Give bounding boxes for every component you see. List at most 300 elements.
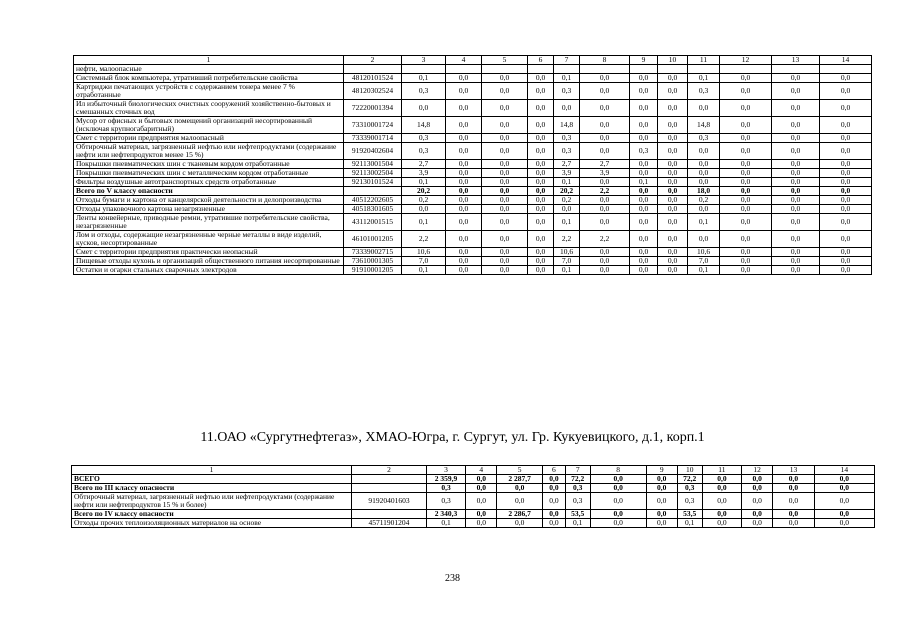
value-cell: 0,0 [658, 231, 688, 248]
value-cell: 0,0 [528, 231, 554, 248]
waste-name-cell: Покрышки пневматических шин с тканевым кордом отработанные [74, 160, 344, 169]
value-cell: 0,0 [630, 257, 658, 266]
table-row [74, 117, 872, 134]
fkko-code-cell: 48120302524 [344, 83, 402, 100]
waste-name-cell: Фильтры воздушные автотранспортных средств отработанные [74, 178, 344, 187]
value-cell: 0,0 [580, 205, 630, 214]
value-cell: 10,6 [554, 248, 580, 257]
column-header: 2 [352, 466, 427, 475]
value-cell: 0,0 [528, 248, 554, 257]
fkko-code-cell [344, 65, 402, 74]
value-cell: 0,0 [497, 484, 543, 493]
value-cell: 0,0 [720, 187, 772, 196]
value-cell: 0,0 [772, 178, 820, 187]
value-cell: 0,0 [446, 214, 482, 231]
column-header: 8 [590, 466, 646, 475]
value-cell: 0,0 [658, 248, 688, 257]
value-cell: 0,0 [580, 83, 630, 100]
value-cell: 0,0 [528, 100, 554, 117]
value-cell: 0,0 [772, 134, 820, 143]
value-cell: 0,0 [742, 510, 773, 519]
table-total-row [72, 510, 875, 519]
value-cell: 0,0 [772, 74, 820, 83]
value-cell: 0,0 [720, 143, 772, 160]
value-cell: 0,0 [580, 214, 630, 231]
value-cell: 0,0 [814, 493, 874, 510]
value-cell: 0,0 [820, 160, 872, 169]
value-cell: 0,0 [688, 178, 720, 187]
value-cell: 0,0 [528, 205, 554, 214]
value-cell: 0,0 [742, 484, 773, 493]
value-cell: 0,0 [528, 160, 554, 169]
value-cell: 0,0 [772, 231, 820, 248]
value-cell: 0,0 [542, 484, 565, 493]
table-total-row [72, 484, 875, 493]
value-cell: 0,1 [554, 214, 580, 231]
value-cell: 0,0 [772, 169, 820, 178]
value-cell: 0,0 [646, 484, 677, 493]
value-cell: 0,0 [528, 266, 554, 275]
value-cell: 0,0 [630, 196, 658, 205]
waste-name-cell: Ленты конвейерные, приводные ремни, утратившие потребительские свойства, незагрязненные [74, 214, 344, 231]
value-cell: 0,0 [528, 134, 554, 143]
table-header-row [74, 56, 872, 65]
fkko-code-cell: 73310001724 [344, 117, 402, 134]
value-cell: 0,0 [580, 143, 630, 160]
value-cell: 0,0 [814, 484, 874, 493]
value-cell: 20,2 [402, 187, 446, 196]
value-cell: 0,0 [814, 510, 874, 519]
value-cell: 0,0 [772, 100, 820, 117]
value-cell: 2,2 [554, 231, 580, 248]
fkko-code-cell: 48120101524 [344, 74, 402, 83]
column-header: 6 [542, 466, 565, 475]
value-cell: 0,3 [565, 484, 590, 493]
fkko-code-cell: 46101001205 [344, 231, 402, 248]
fkko-code-cell: 92113002504 [344, 169, 402, 178]
table-row [74, 100, 872, 117]
value-cell: 0,0 [702, 475, 741, 484]
value-cell: 0,3 [554, 83, 580, 100]
value-cell: 0,0 [702, 493, 741, 510]
value-cell: 0,0 [772, 205, 820, 214]
value-cell: 0,1 [565, 519, 590, 528]
value-cell: 0,0 [720, 74, 772, 83]
value-cell [580, 65, 630, 74]
waste-name-cell: Картриджи печатающих устройств с содержанием тонера менее 7 % отработанные [74, 83, 344, 100]
value-cell: 0,0 [580, 266, 630, 275]
value-cell: 0,0 [658, 83, 688, 100]
value-cell [528, 65, 554, 74]
value-cell: 0,0 [630, 117, 658, 134]
value-cell: 0,0 [590, 484, 646, 493]
waste-name-cell: Системный блок компьютера, утративший потребительские свойства [74, 74, 344, 83]
value-cell: 0,0 [720, 117, 772, 134]
fkko-code-cell [352, 510, 427, 519]
value-cell: 14,8 [688, 117, 720, 134]
value-cell: 2 340,3 [426, 510, 465, 519]
value-cell: 0,0 [820, 248, 872, 257]
waste-name-cell: Всего по III классу опасности [72, 484, 352, 493]
value-cell: 0,0 [772, 196, 820, 205]
value-cell: 0,0 [630, 160, 658, 169]
value-cell: 0,0 [658, 257, 688, 266]
value-cell: 0,3 [688, 83, 720, 100]
column-header: 1 [72, 466, 352, 475]
value-cell: 0,0 [482, 266, 528, 275]
page-number: 238 [445, 573, 460, 584]
fkko-code-cell [344, 187, 402, 196]
value-cell: 0,0 [630, 169, 658, 178]
section-title: 11.ОАО «Сургутнефтегаз», ХМАО-Югра, г. Сургут, ул. Гр. Кукуевицкого, д.1, корп.1 [200, 430, 705, 445]
value-cell: 0,0 [466, 519, 497, 528]
value-cell: 0,0 [580, 74, 630, 83]
value-cell: 0,0 [773, 475, 814, 484]
value-cell: 0,0 [630, 266, 658, 275]
table-row [74, 196, 872, 205]
value-cell: 0,0 [528, 196, 554, 205]
table-row [74, 248, 872, 257]
value-cell: 0,0 [590, 493, 646, 510]
value-cell: 0,0 [528, 74, 554, 83]
value-cell: 0,0 [658, 117, 688, 134]
table-row [74, 83, 872, 100]
value-cell: 0,1 [402, 178, 446, 187]
value-cell: 0,0 [658, 74, 688, 83]
value-cell: 0,0 [446, 205, 482, 214]
column-header: 9 [646, 466, 677, 475]
column-header: 7 [565, 466, 590, 475]
value-cell: 0,0 [497, 519, 543, 528]
value-cell: 0,0 [402, 100, 446, 117]
value-cell: 0,0 [446, 160, 482, 169]
value-cell: 0,0 [446, 248, 482, 257]
table-row [74, 74, 872, 83]
fkko-code-cell: 40512202605 [344, 196, 402, 205]
value-cell: 0,0 [482, 74, 528, 83]
value-cell [402, 65, 446, 74]
value-cell: 0,3 [688, 134, 720, 143]
value-cell: 0,0 [630, 205, 658, 214]
fkko-code-cell: 92130101524 [344, 178, 402, 187]
value-cell: 0,0 [590, 519, 646, 528]
value-cell: 0,0 [658, 143, 688, 160]
column-header: 8 [580, 56, 630, 65]
value-cell: 2,2 [402, 231, 446, 248]
value-cell: 2,7 [554, 160, 580, 169]
fkko-code-cell [352, 484, 427, 493]
value-cell: 0,0 [688, 231, 720, 248]
value-cell: 0,0 [814, 475, 874, 484]
value-cell: 0,0 [820, 196, 872, 205]
value-cell: 0,0 [446, 178, 482, 187]
value-cell: 10,6 [688, 248, 720, 257]
value-cell: 0,0 [542, 493, 565, 510]
table-row [74, 169, 872, 178]
value-cell: 0,0 [773, 484, 814, 493]
value-cell: 0,0 [630, 248, 658, 257]
value-cell: 0,0 [646, 519, 677, 528]
value-cell: 0,0 [528, 178, 554, 187]
value-cell: 0,0 [580, 257, 630, 266]
value-cell: 0,0 [773, 510, 814, 519]
value-cell: 0,0 [658, 266, 688, 275]
value-cell: 0,1 [402, 266, 446, 275]
value-cell: 0,0 [554, 205, 580, 214]
value-cell: 0,0 [772, 214, 820, 231]
value-cell [720, 65, 772, 74]
table-row [74, 205, 872, 214]
value-cell: 0,0 [482, 187, 528, 196]
table-row [74, 231, 872, 248]
value-cell: 0,0 [580, 100, 630, 117]
value-cell: 0,0 [646, 475, 677, 484]
table-row [74, 160, 872, 169]
value-cell: 0,0 [446, 187, 482, 196]
value-cell: 0,0 [482, 134, 528, 143]
value-cell: 20,2 [554, 187, 580, 196]
value-cell: 0,0 [702, 510, 741, 519]
fkko-code-cell: 72220001394 [344, 100, 402, 117]
value-cell: 0,3 [677, 484, 702, 493]
value-cell [446, 65, 482, 74]
value-cell: 0,0 [720, 169, 772, 178]
value-cell: 0,0 [702, 484, 741, 493]
value-cell: 18,0 [688, 187, 720, 196]
value-cell: 0,0 [720, 266, 772, 275]
table-row [74, 178, 872, 187]
value-cell: 0,3 [677, 493, 702, 510]
column-header: 1 [74, 56, 344, 65]
fkko-code-cell: 73339001714 [344, 134, 402, 143]
waste-name-cell: Ил избыточный биологических очистных сооружений хозяйственно-бытовых и смешанных сточных вод [74, 100, 344, 117]
waste-name-cell: Отходы бумаги и картона от канцелярской деятельности и делопроизводства [74, 196, 344, 205]
value-cell: 0,0 [446, 117, 482, 134]
value-cell: 0,0 [482, 169, 528, 178]
value-cell: 0,0 [820, 134, 872, 143]
value-cell: 0,0 [446, 169, 482, 178]
value-cell: 7,0 [402, 257, 446, 266]
value-cell: 0,0 [720, 178, 772, 187]
value-cell: 72,2 [677, 475, 702, 484]
value-cell: 0,0 [820, 83, 872, 100]
value-cell: 7,0 [554, 257, 580, 266]
value-cell: 0,0 [466, 510, 497, 519]
value-cell: 0,0 [446, 74, 482, 83]
value-cell: 0,0 [814, 519, 874, 528]
value-cell: 0,0 [542, 510, 565, 519]
value-cell: 0,0 [528, 117, 554, 134]
value-cell: 0,0 [482, 257, 528, 266]
value-cell [630, 65, 658, 74]
value-cell: 0,0 [402, 205, 446, 214]
value-cell: 0,1 [402, 214, 446, 231]
value-cell: 0,0 [820, 187, 872, 196]
value-cell: 0,0 [446, 257, 482, 266]
waste-name-cell: Мусор от офисных и бытовых помещений организаций несортированный (исключая крупногабаритный) [74, 117, 344, 134]
value-cell: 2 359,9 [426, 475, 465, 484]
waste-table-continued [73, 55, 872, 275]
table-row [74, 266, 872, 275]
fkko-code-cell: 73339002715 [344, 248, 402, 257]
value-cell: 0,0 [528, 187, 554, 196]
value-cell: 0,0 [772, 117, 820, 134]
fkko-code-cell: 91910001205 [344, 266, 402, 275]
waste-name-cell: Отходы прочих теплоизоляционных материалов на основе [72, 519, 352, 528]
value-cell: 0,0 [466, 484, 497, 493]
value-cell [554, 65, 580, 74]
value-cell: 0,0 [497, 493, 543, 510]
value-cell: 0,0 [773, 519, 814, 528]
value-cell: 0,0 [482, 143, 528, 160]
column-header: 3 [426, 466, 465, 475]
value-cell: 0,2 [554, 196, 580, 205]
value-cell [658, 65, 688, 74]
value-cell: 0,3 [402, 83, 446, 100]
value-cell: 0,0 [702, 519, 741, 528]
value-cell: 10,6 [402, 248, 446, 257]
value-cell: 0,0 [658, 205, 688, 214]
waste-name-cell: Всего по V классу опасности [74, 187, 344, 196]
column-header: 4 [466, 466, 497, 475]
value-cell: 0,3 [402, 134, 446, 143]
value-cell: 0,0 [482, 117, 528, 134]
column-header: 10 [658, 56, 688, 65]
value-cell: 0,0 [528, 143, 554, 160]
value-cell: 0,0 [554, 100, 580, 117]
value-cell: 0,0 [772, 160, 820, 169]
column-header: 2 [344, 56, 402, 65]
waste-name-cell: Обтирочный материал, загрязненный нефтью или нефтепродуктами (содержание нефти или нефтепродуктов менее 15 %) [74, 143, 344, 160]
value-cell: 0,0 [590, 510, 646, 519]
value-cell: 0,0 [772, 257, 820, 266]
column-header: 4 [446, 56, 482, 65]
column-header: 3 [402, 56, 446, 65]
value-cell: 0,0 [742, 475, 773, 484]
value-cell: 0,0 [720, 257, 772, 266]
fkko-code-cell: 43112001515 [344, 214, 402, 231]
value-cell: 2,7 [402, 160, 446, 169]
value-cell: 2,7 [580, 160, 630, 169]
value-cell: 0,0 [528, 214, 554, 231]
value-cell: 0,0 [446, 266, 482, 275]
value-cell: 0,0 [482, 83, 528, 100]
value-cell: 0,1 [688, 266, 720, 275]
column-header: 10 [677, 466, 702, 475]
value-cell: 0,0 [646, 493, 677, 510]
value-cell: 0,0 [820, 100, 872, 117]
value-cell: 0,0 [720, 134, 772, 143]
value-cell: 0,0 [482, 160, 528, 169]
waste-name-cell: Отходы упаковочного картона незагрязненные [74, 205, 344, 214]
table-total-row [72, 475, 875, 484]
waste-name-cell: Остатки и огарки стальных сварочных электродов [74, 266, 344, 275]
column-header: 9 [630, 56, 658, 65]
value-cell: 0,0 [688, 143, 720, 160]
fkko-code-cell: 45711901204 [352, 519, 427, 528]
value-cell: 0,0 [658, 169, 688, 178]
value-cell: 0,0 [658, 196, 688, 205]
value-cell: 0,0 [466, 493, 497, 510]
value-cell: 0,0 [580, 134, 630, 143]
column-header: 14 [820, 56, 872, 65]
table-row [74, 143, 872, 160]
value-cell [772, 65, 820, 74]
value-cell: 0,0 [542, 519, 565, 528]
column-header: 13 [773, 466, 814, 475]
table-header-row [72, 466, 875, 475]
value-cell: 0,1 [426, 519, 465, 528]
fkko-code-cell: 73610001305 [344, 257, 402, 266]
value-cell: 0,1 [630, 178, 658, 187]
table-total-row [74, 187, 872, 196]
column-header: 14 [814, 466, 874, 475]
value-cell: 72,2 [565, 475, 590, 484]
value-cell: 0,0 [772, 187, 820, 196]
value-cell: 0,0 [658, 100, 688, 117]
value-cell: 3,9 [554, 169, 580, 178]
fkko-code-cell: 92113001504 [344, 160, 402, 169]
value-cell: 14,8 [402, 117, 446, 134]
surgutneftegaz-waste-table [71, 465, 875, 528]
fkko-code-cell: 91920402604 [344, 143, 402, 160]
value-cell: 0,0 [482, 248, 528, 257]
column-header: 11 [688, 56, 720, 65]
value-cell: 2 287,7 [497, 475, 543, 484]
value-cell: 0,0 [658, 187, 688, 196]
waste-name-cell: Всего по IV классу опасности [72, 510, 352, 519]
value-cell: 0,0 [446, 143, 482, 160]
value-cell: 0,0 [658, 134, 688, 143]
value-cell: 0,0 [542, 475, 565, 484]
waste-name-cell: нефти, малоопасные [74, 65, 344, 74]
waste-name-cell: Пищевые отходы кухонь и организаций общественного питания несортированные [74, 257, 344, 266]
value-cell: 0,0 [446, 196, 482, 205]
table-row [74, 134, 872, 143]
value-cell: 0,0 [820, 117, 872, 134]
waste-name-cell: Лом и отходы, содержащие незагрязненные черные металлы в виде изделий, кусков, несортированные [74, 231, 344, 248]
value-cell: 0,0 [773, 493, 814, 510]
value-cell: 0,0 [446, 231, 482, 248]
column-header: 7 [554, 56, 580, 65]
value-cell: 0,0 [466, 475, 497, 484]
column-header: 13 [772, 56, 820, 65]
value-cell: 0,0 [772, 143, 820, 160]
value-cell: 0,3 [426, 493, 465, 510]
value-cell: 0,0 [820, 178, 872, 187]
column-header: 12 [742, 466, 773, 475]
value-cell: 7,0 [688, 257, 720, 266]
value-cell: 0,0 [820, 266, 872, 275]
value-cell: 2 286,7 [497, 510, 543, 519]
value-cell: 0,1 [677, 519, 702, 528]
value-cell: 0,0 [772, 266, 820, 275]
value-cell: 0,0 [688, 100, 720, 117]
value-cell: 0,0 [720, 100, 772, 117]
value-cell: 0,0 [528, 257, 554, 266]
value-cell: 14,8 [554, 117, 580, 134]
value-cell: 0,3 [402, 143, 446, 160]
value-cell: 0,0 [482, 205, 528, 214]
value-cell: 0,0 [658, 160, 688, 169]
value-cell: 0,0 [446, 100, 482, 117]
table-row [72, 493, 875, 510]
value-cell: 0,0 [720, 248, 772, 257]
value-cell: 0,0 [528, 169, 554, 178]
value-cell: 0,3 [554, 134, 580, 143]
value-cell: 53,5 [565, 510, 590, 519]
value-cell: 0,0 [482, 178, 528, 187]
